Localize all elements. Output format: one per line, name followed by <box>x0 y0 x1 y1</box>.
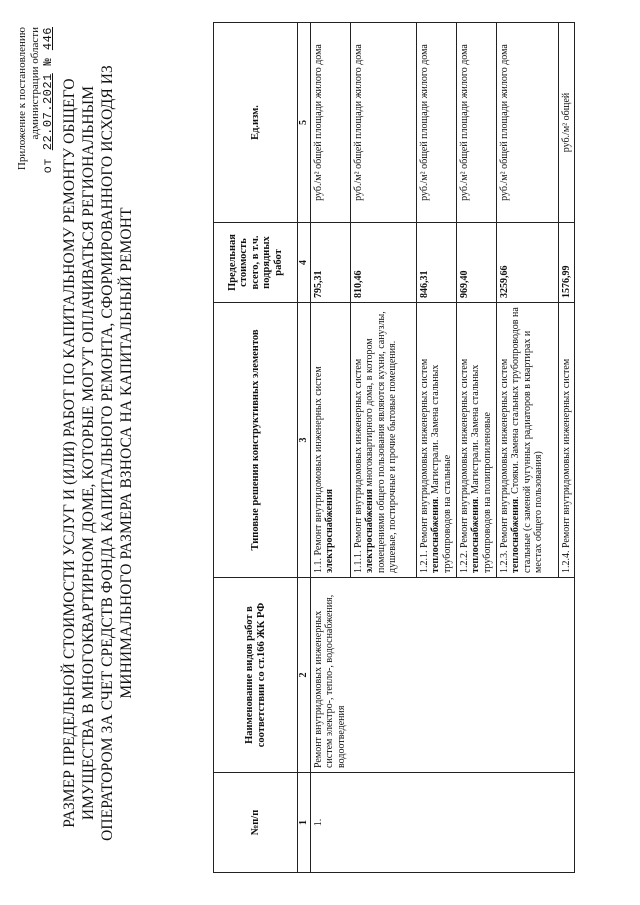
group-name: Ремонт внутридомовых инженерных систем электро-, тепло-, водоснабжения, водоотведения <box>310 578 575 773</box>
table-header-row <box>214 23 298 873</box>
column-number: 1 <box>298 773 311 873</box>
cost-cell: 810,46 <box>350 223 416 303</box>
title-line-1: РАЗМЕР ПРЕДЕЛЬНОЙ СТОИМОСТИ УСЛУГ И (ИЛИ) РАБОТ ПО КАПИТАЛЬНОМУ РЕМОНТУ ОБЩЕГО <box>61 78 78 828</box>
header-num: №п/п <box>214 773 298 873</box>
approval-date: 22.07.2021 <box>41 73 55 151</box>
cost-table <box>213 22 575 873</box>
column-number: 5 <box>298 23 311 223</box>
solution-cell: 1.2.3. Ремонт внутридомовых инженерных систем теплоснабжения. Стояки. Замена стальных трубопроводов на стальные (с заменой чугунных радиаторов в квартирах и местах общего пользования) <box>496 303 558 578</box>
cost-cell: 969,40 <box>456 223 496 303</box>
approval-prefix: от <box>41 157 55 174</box>
title-line-2: ИМУЩЕСТВА В МНОГОКВАРТИРНОМ ДОМЕ, КОТОРЫЕ МОГУТ ОПЛАЧИВАТЬСЯ РЕГИОНАЛЬНЫМ <box>80 85 97 821</box>
column-number: 4 <box>298 223 311 303</box>
title-line-3: ОПЕРАТОРОМ ЗА СЧЕТ СРЕДСТВ ФОНДА КАПИТАЛЬНОГО РЕМОНТА, СФОРМИРОВАННОГО ИСХОДЯ ИЗ <box>99 65 116 841</box>
header-solutions: Типовые решения конструктивных элементов <box>214 303 298 578</box>
title-line-4: МИНИМАЛЬНОГО РАЗМЕРА ВЗНОСА НА КАПИТАЛЬНЫЙ РЕМОНТ <box>118 207 135 699</box>
approval-line-2: администрации области <box>29 27 41 140</box>
cost-cell: 846,31 <box>416 223 456 303</box>
header-work-type: Наименование видов работ в соответствии со ст.166 ЖК РФ <box>214 578 298 773</box>
group-number: 1. <box>310 773 575 873</box>
unit-cell: руб./м² общей площади жилого дома <box>416 23 456 223</box>
approval-date-line <box>42 27 55 267</box>
header-unit: Ед.изм. <box>214 23 298 223</box>
cost-cell: 3259,66 <box>496 223 558 303</box>
document-title <box>60 33 136 873</box>
header-cost: Предельная стоимость всего, в т.ч. подрядных работ <box>214 223 298 303</box>
approval-number-sign: № <box>41 57 55 66</box>
unit-cell: руб./м² общей <box>558 23 575 223</box>
approval-number: 446 <box>41 27 55 51</box>
unit-cell: руб./м² общей площади жилого дома <box>456 23 496 223</box>
column-number: 2 <box>298 578 311 773</box>
rotated-document <box>10 13 630 893</box>
cost-cell: 1576,99 <box>558 223 575 303</box>
column-number-row <box>298 23 311 873</box>
solution-cell: 1.2.2. Ремонт внутридомовых инженерных систем теплоснабжения. Магистрали. Замена стальных трубопроводов на полипропиленовые <box>456 303 496 578</box>
unit-cell: руб./м² общей площади жилого дома <box>310 23 350 223</box>
solution-cell: 1.1.1. Ремонт внутридомовых инженерных систем электроснабжения многоквартирного дома, в котором помещениями общего пользования являются кухни, санузлы, душевые, постирочные и прочие бытовые помещения. <box>350 303 416 578</box>
approval-stamp <box>16 27 55 267</box>
solution-cell: 1.1. Ремонт внутридомовых инженерных систем электроснабжения <box>310 303 350 578</box>
column-number: 3 <box>298 303 311 578</box>
solution-cell: 1.2.1. Ремонт внутридомовых инженерных систем теплоснабжения. Магистрали. Замена стальных трубопроводов на стальные <box>416 303 456 578</box>
solution-cell: 1.2.4. Ремонт внутридомовых инженерных систем <box>558 303 575 578</box>
unit-cell: руб./м² общей площади жилого дома <box>350 23 416 223</box>
unit-cell: руб./м² общей площади жилого дома <box>496 23 558 223</box>
table-row <box>310 23 350 873</box>
approval-line-1: Приложение к постановлению <box>16 27 28 171</box>
cost-cell: 795,31 <box>310 223 350 303</box>
